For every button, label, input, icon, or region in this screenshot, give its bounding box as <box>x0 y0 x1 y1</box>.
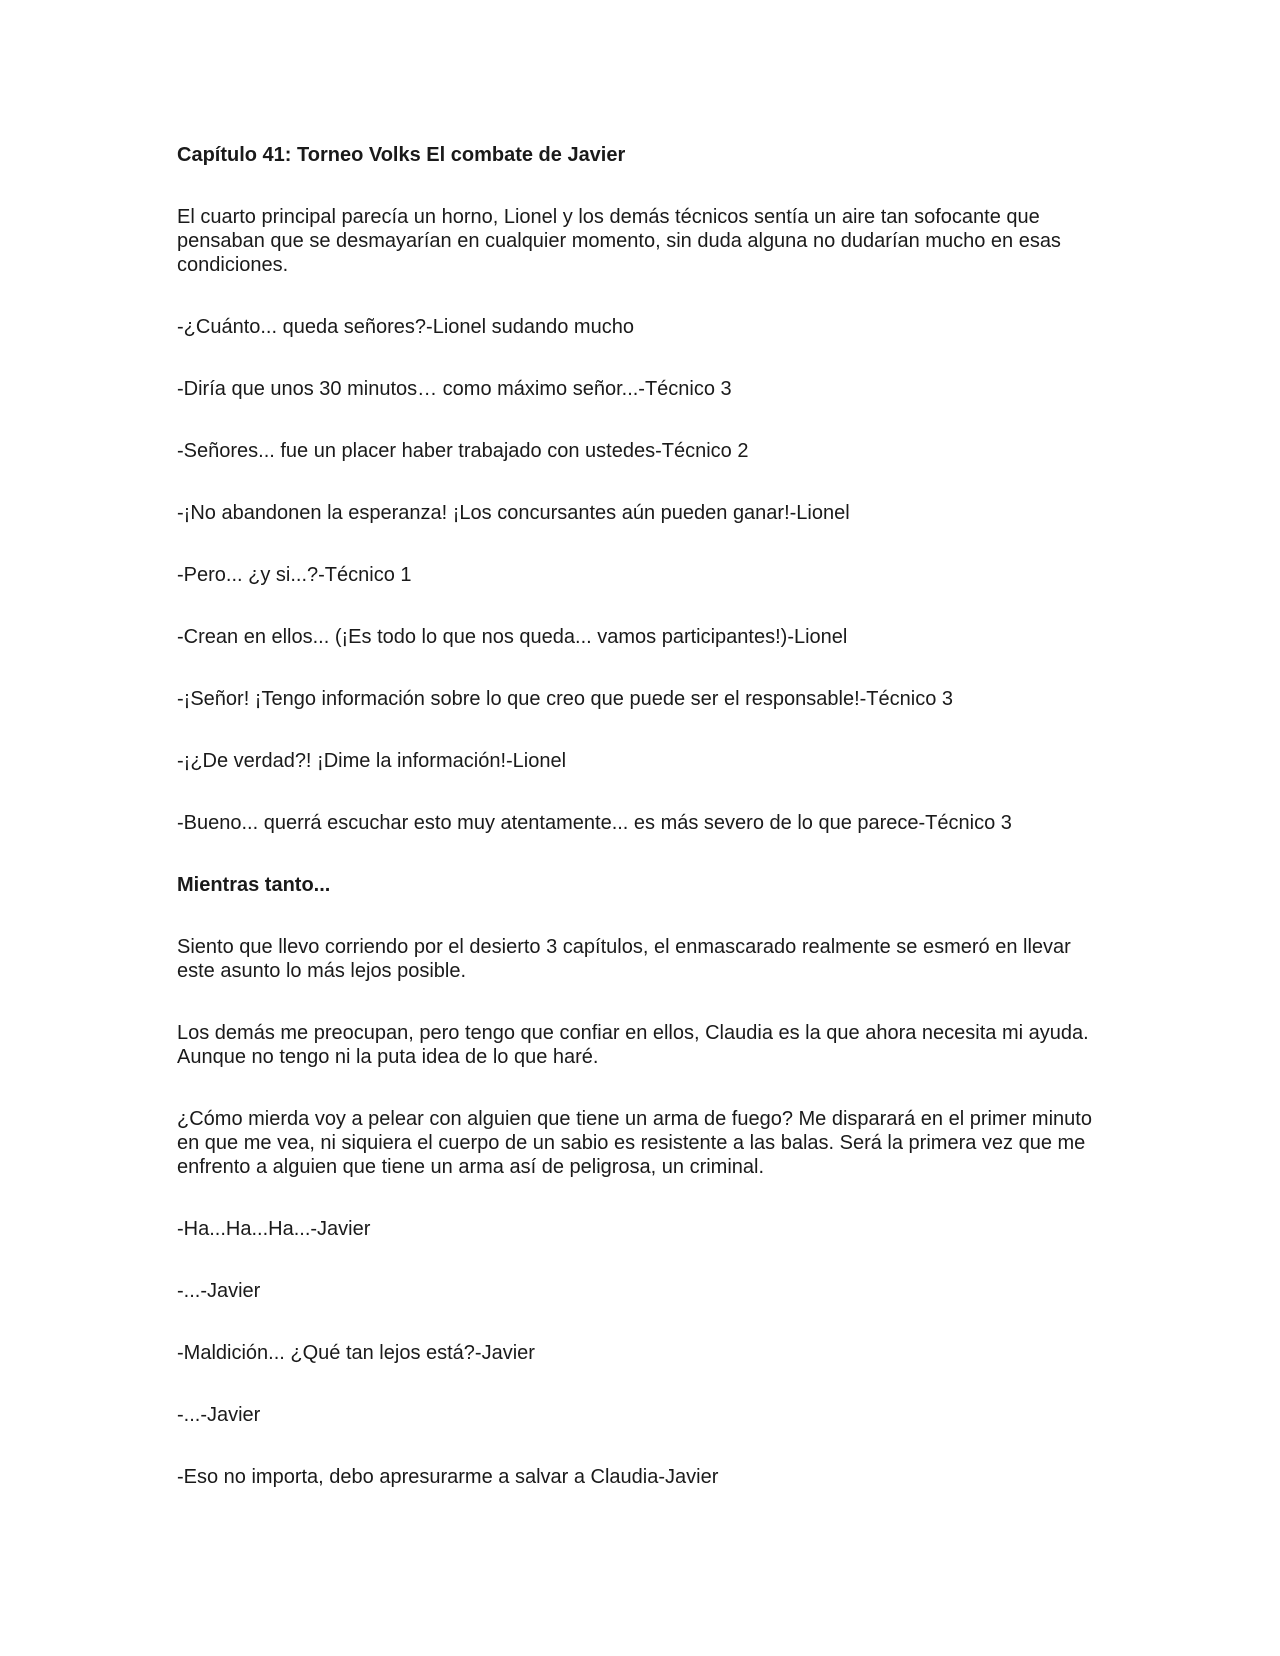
dialogue-line: -¿Cuánto... queda señores?-Lionel sudando mucho <box>177 316 634 338</box>
paragraph: Los demás me preocupan, pero tengo que confiar en ellos, Claudia es la que ahora necesita mi ayuda. Aunque no tengo ni la puta idea de lo que haré. <box>177 1022 1089 1068</box>
dialogue-line: -¡Señor! ¡Tengo información sobre lo que creo que puede ser el responsable!-Técnico 3 <box>177 688 953 710</box>
dialogue-line: -Ha...Ha...Ha...-Javier <box>177 1218 371 1240</box>
dialogue-line: -...-Javier <box>177 1404 261 1426</box>
dialogue-line: -Maldición... ¿Qué tan lejos está?-Javier <box>177 1342 535 1364</box>
paragraph: ¿Cómo mierda voy a pelear con alguien que tiene un arma de fuego? Me disparará en el primer minuto en que me vea, ni siquiera el cuerpo de un sabio es resistente a las balas. Será la primera vez que me enfrento a alguien que tiene un arma así de peligrosa, un criminal. <box>177 1108 1092 1178</box>
chapter-title: Capítulo 41: Torneo Volks El combate de Javier <box>177 144 626 166</box>
dialogue-line: -...-Javier <box>177 1280 261 1302</box>
section-heading: Mientras tanto... <box>177 874 331 896</box>
dialogue-line: -Crean en ellos... (¡Es todo lo que nos queda... vamos participantes!)-Lionel <box>177 626 848 648</box>
document-page <box>177 143 1097 1527</box>
dialogue-line: -Señores... fue un placer haber trabajado con ustedes-Técnico 2 <box>177 440 749 462</box>
dialogue-line: -Eso no importa, debo apresurarme a salvar a Claudia-Javier <box>177 1466 719 1488</box>
paragraph: El cuarto principal parecía un horno, Lionel y los demás técnicos sentía un aire tan sofocante que pensaban que se desmayarían en cualquier momento, sin duda alguna no dudarían mucho en esas condiciones. <box>177 206 1061 276</box>
dialogue-line: -Diría que unos 30 minutos… como máximo señor...-Técnico 3 <box>177 378 732 400</box>
dialogue-line: -¡¿De verdad?! ¡Dime la información!-Lionel <box>177 750 567 772</box>
dialogue-line: -Bueno... querrá escuchar esto muy atentamente... es más severo de lo que parece-Técnico 3 <box>177 812 1012 834</box>
paragraph: Siento que llevo corriendo por el desierto 3 capítulos, el enmascarado realmente se esmeró en llevar este asunto lo más lejos posible. <box>177 936 1071 982</box>
dialogue-line: -Pero... ¿y si...?-Técnico 1 <box>177 564 412 586</box>
dialogue-line: -¡No abandonen la esperanza! ¡Los concursantes aún pueden ganar!-Lionel <box>177 502 850 524</box>
